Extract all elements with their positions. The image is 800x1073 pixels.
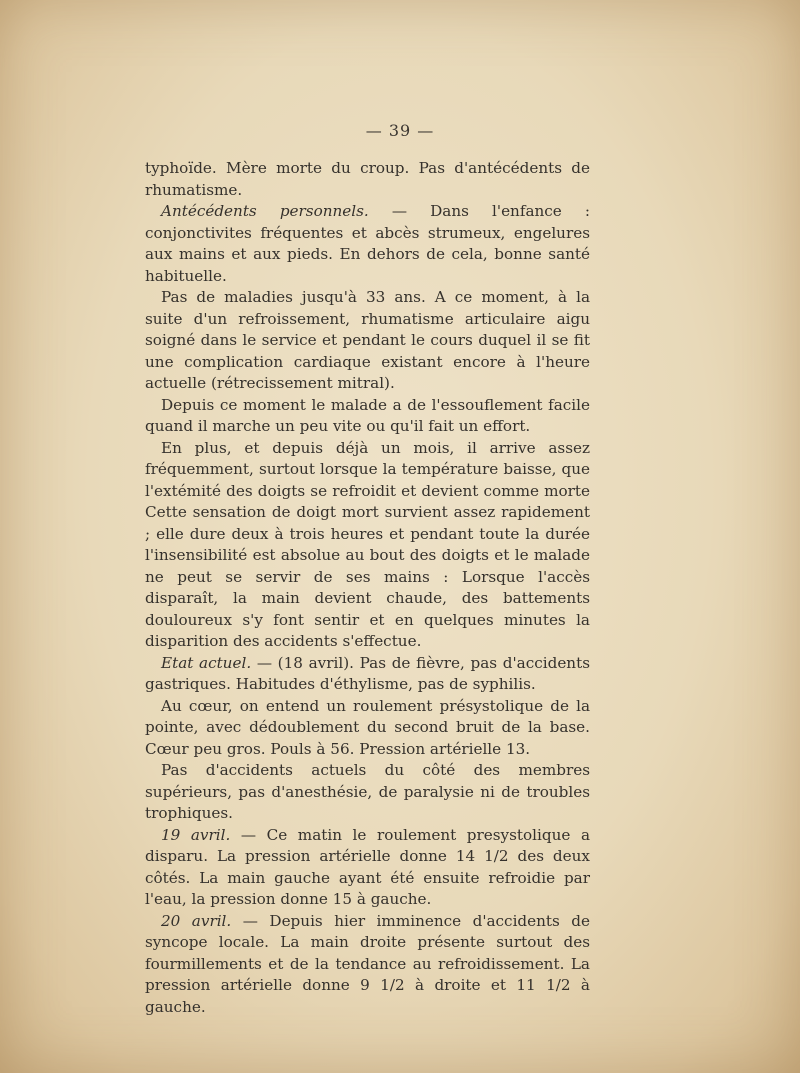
paragraph-lead: 19 avril. [161,825,231,844]
paragraph [145,287,590,395]
paragraph-text: — Dans l'enfance : conjonctivites fréquentes et abcès strumeux, engelures aux mains et aux pieds. En dehors de cela, bonne santé habituelle. [145,202,590,285]
paragraph-text: — Ce matin le roulement presystolique a disparu. La pression artérielle donne 14 1/2 des deux côtés. La main gauche ayant été ensuite refroidie par l'eau, la pression donne 15 à gauche. [145,825,590,908]
page-number: — 39 — [365,121,435,140]
paragraph [145,158,590,201]
body-text [145,158,590,1018]
paragraph [145,395,590,438]
paragraph-lead: Etat actuel. [161,653,252,672]
paragraph-20-avril [145,911,590,1019]
paragraph-lead: 20 avril. [161,911,232,930]
paragraph-text: — Depuis hier imminence d'accidents de syncope locale. La main droite présente surtout des fourmillements et de la tendance au refroidissement. La pression artérielle donne 9 1/2 à droite et 11 1/2 à gauche. [145,911,591,1016]
paragraph [145,438,590,653]
paragraph-etat-actuel [145,653,590,696]
paragraph [145,696,590,761]
paragraph-lead: Antécédents personnels. [161,202,369,220]
paragraph [145,760,590,825]
paragraph-19-avril [145,825,590,911]
paragraph-text: Pas d'accidents actuels du côté des membres supérieurs, pas d'anesthésie, de paralysie ni de troubles trophiques. [145,761,590,822]
paragraph-antecedents-personnels [145,201,590,287]
paragraph-text: Pas de maladies jusqu'à 33 ans. A ce moment, à la suite d'un refroissement, rhumatisme articulaire aigu soigné dans le service et pendant le cours duquel il se fit une complication cardiaque existant encore à l'heure actuelle (rétrecissement mitral). [145,288,590,392]
paragraph-text: typhoïde. Mère morte du croup. Pas d'antécédents de rhumatisme. [145,159,590,199]
paragraph-text: En plus, et depuis déjà un mois, il arrive assez fréquemment, surtout lorsque la température baisse, que l'extémité des doigts se refroidit et devient comme morte Cette sensation de doigt mort survient assez rapidement ; elle dure deux à trois heures et pendant toute la durée l'insensibilité est absolue au bout des doigts et le malade ne peut se servir de ses mains : Lorsque l'accès disparaît, la main devient chaude, des battements douloureux s'y font sentir et en quelques minutes la disparition des accidents s'effectue. [145,438,590,650]
paragraph-text: Depuis ce moment le malade a de l'essouflement facile quand il marche un peu vite ou qu'il fait un effort. [145,395,590,435]
paragraph-text: Au cœur, on entend un roulement présystolique de la pointe, avec dédoublement du second bruit de la base. Cœur peu gros. Pouls à 56. Pression artérielle 13. [145,696,590,758]
paragraph-text: — (18 avril). Pas de fièvre, pas d'accidents gastriques. Habitudes d'éthylisme, pas de syphilis. [145,653,590,693]
